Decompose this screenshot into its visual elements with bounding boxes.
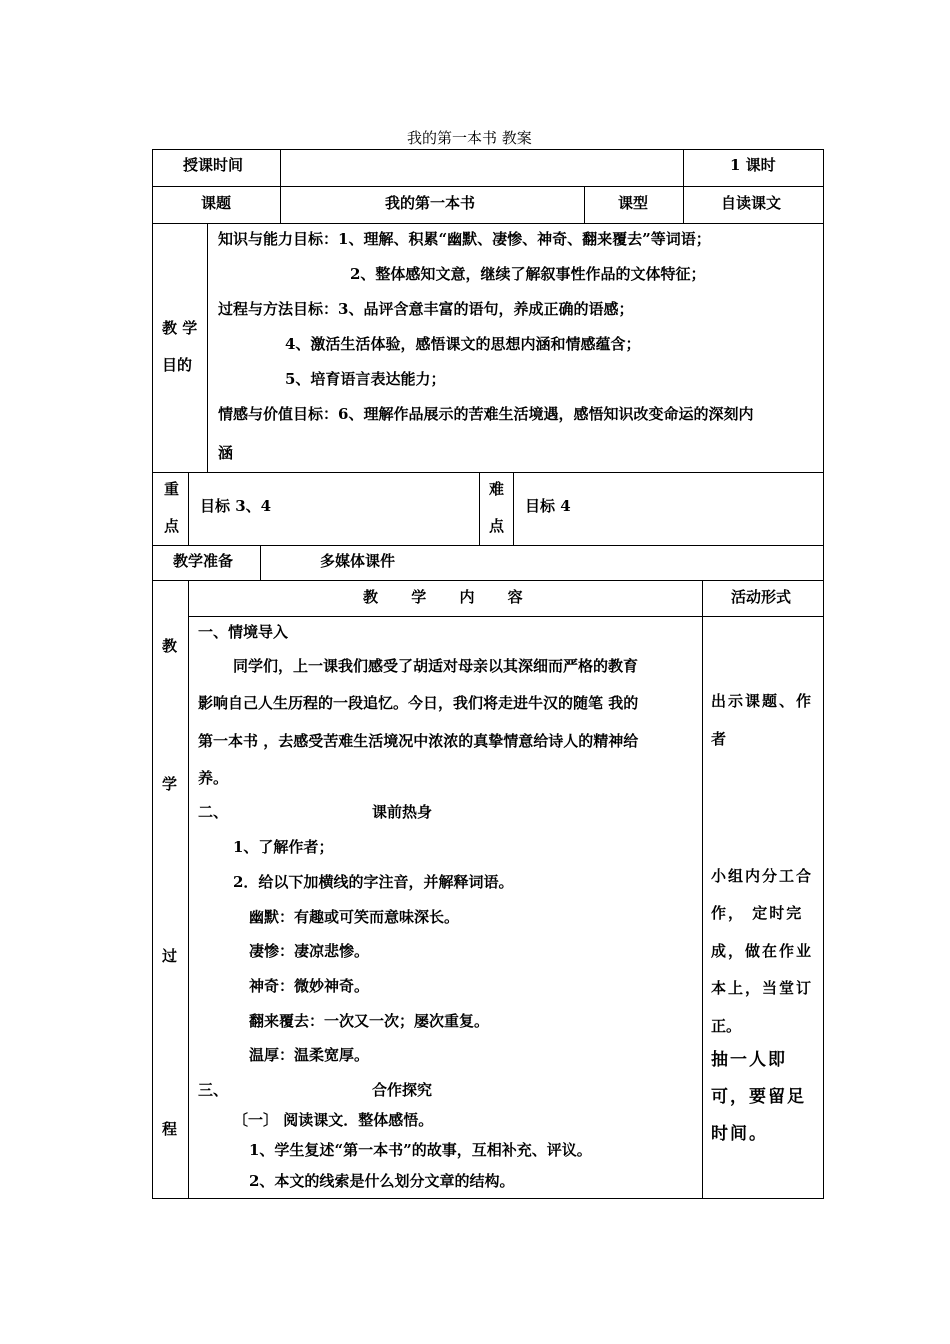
lesson-type-value: 自读课文 xyxy=(721,194,782,212)
content-line: 1、了解作者； xyxy=(233,838,334,856)
content-line: 课前热身 xyxy=(372,803,433,821)
content-header: 教 学 内 容 xyxy=(363,588,523,606)
content-line: 凄惨：凄凉悲惨。 xyxy=(249,942,370,960)
process-side-char: 教 xyxy=(162,637,178,655)
content-line: 2、本文的线索是什么划分文章的结构。 xyxy=(249,1172,515,1190)
content-line: 影响自己人生历程的一段追忆。今日，我们将走进牛汉的随笔 我的 xyxy=(198,694,639,712)
activity-line: 作， 定时完 xyxy=(711,904,804,922)
key-point-label-2: 点 xyxy=(164,517,180,535)
goal-line: 知识与能力目标：1、理解、积累“幽默、凄惨、神奇、翻来覆去”等词语； xyxy=(218,230,711,248)
process-side-char: 过 xyxy=(162,947,178,965)
activity-line: 成，做在作业 xyxy=(711,942,814,960)
content-line: 神奇：微妙神奇。 xyxy=(249,977,370,995)
content-line: 养。 xyxy=(198,769,229,787)
activity-line: 本上，当堂订 xyxy=(711,979,814,997)
goal-line: 5、培育语言表达能力； xyxy=(285,370,446,388)
process-side-char: 学 xyxy=(162,775,178,793)
content-line: 二、 xyxy=(198,803,229,821)
activity-line: 抽一人即 xyxy=(711,1050,787,1070)
class-hours: 1 课时 xyxy=(730,156,776,174)
content-line: 幽默：有趣或可笑而意味深长。 xyxy=(249,908,460,926)
goal-line: 涵 xyxy=(218,444,234,462)
content-line: 合作探究 xyxy=(372,1081,433,1099)
activity-header: 活动形式 xyxy=(731,588,792,606)
content-line: 1、学生复述“第一本书”的故事，互相补充、评议。 xyxy=(249,1141,592,1159)
goal-line: 情感与价值目标：6、理解作品展示的苦难生活境遇，感悟知识改变命运的深刻内 xyxy=(218,405,754,423)
content-line: 〔一〕 阅读课文．整体感悟。 xyxy=(233,1111,434,1129)
goal-line: 过程与方法目标：3、品评含意丰富的语句，养成正确的语感； xyxy=(218,300,634,318)
difficulty-value: 目标 4 xyxy=(525,497,571,515)
activity-line: 正。 xyxy=(711,1017,742,1035)
document-title: 我的第一本书 教案 xyxy=(407,129,532,147)
goal-line: 4、激活生活体验，感悟课文的思想内涵和情感蕴含； xyxy=(285,335,641,353)
topic-label: 课题 xyxy=(201,194,232,212)
class-time-label: 授课时间 xyxy=(183,156,244,174)
content-line: 同学们，上一课我们感受了胡适对母亲以其深细而严格的教育 xyxy=(233,657,639,675)
activity-line: 可，要留足 xyxy=(711,1087,806,1107)
goals-label-1: 教 学 xyxy=(162,319,198,337)
lesson-type-label: 课型 xyxy=(618,194,649,212)
content-line: 一、情境导入 xyxy=(198,623,289,641)
process-side-char: 程 xyxy=(162,1120,178,1138)
topic-value: 我的第一本书 xyxy=(385,194,476,212)
key-point-value: 目标 3、4 xyxy=(200,497,272,515)
difficulty-label-2: 点 xyxy=(489,517,505,535)
key-point-label-1: 重 xyxy=(164,480,180,498)
preparation-value: 多媒体课件 xyxy=(320,552,396,570)
activity-line: 小组内分工合 xyxy=(711,867,814,885)
content-line: 翻来覆去：一次又一次；屡次重复。 xyxy=(249,1012,490,1030)
activity-line: 时间。 xyxy=(711,1124,768,1144)
difficulty-label-1: 难 xyxy=(489,480,505,498)
preparation-label: 教学准备 xyxy=(173,552,234,570)
content-line: 第一本书 ，去感受苦难生活境况中浓浓的真挚情意给诗人的精神给 xyxy=(198,732,639,750)
content-line: 温厚：温柔宽厚。 xyxy=(249,1046,370,1064)
goals-label-2: 目的 xyxy=(162,356,193,374)
content-line: 三、 xyxy=(198,1081,229,1099)
goal-line: 2、整体感知文意，继续了解叙事性作品的文体特征； xyxy=(350,265,706,283)
activity-line: 出示课题、作 xyxy=(711,692,814,710)
activity-line: 者 xyxy=(711,730,727,748)
content-line: 2．给以下加横线的字注音，并解释词语。 xyxy=(233,873,514,891)
